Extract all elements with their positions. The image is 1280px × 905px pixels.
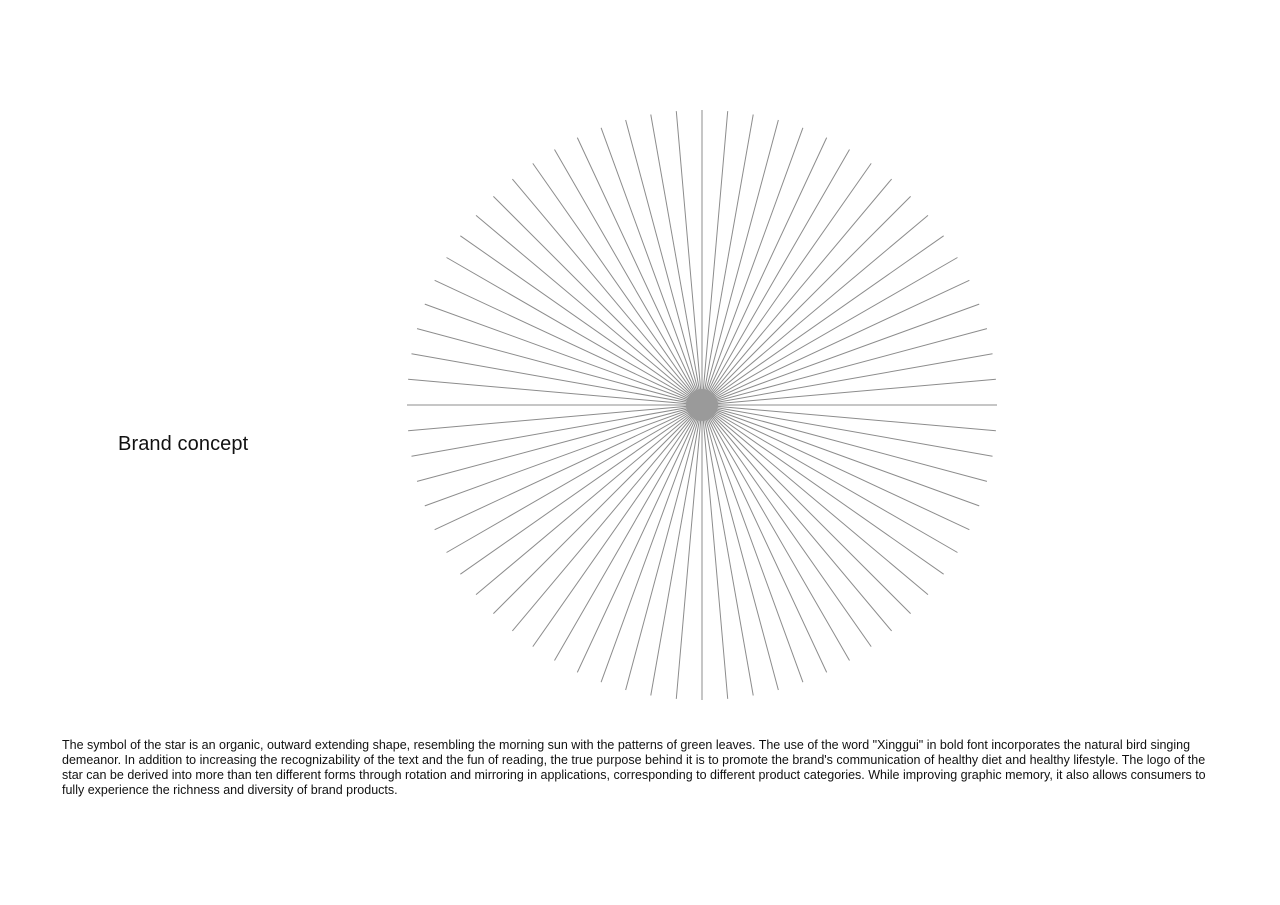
starburst-ray xyxy=(702,405,803,682)
starburst-ray xyxy=(417,405,702,481)
starburst-ray xyxy=(702,405,996,431)
section-heading: Brand concept xyxy=(118,433,249,455)
starburst-ray xyxy=(435,280,702,405)
starburst-ray xyxy=(702,405,827,672)
starburst-ray xyxy=(626,120,702,405)
starburst-ray xyxy=(702,128,803,405)
starburst-ray xyxy=(626,405,702,690)
starburst-ray xyxy=(408,405,702,431)
starburst-ray xyxy=(702,111,728,405)
starburst-ray xyxy=(702,405,979,506)
starburst-ray xyxy=(417,329,702,405)
starburst-ray xyxy=(702,405,987,481)
starburst-ray xyxy=(435,405,702,530)
starburst-ray xyxy=(702,138,827,405)
starburst-ray xyxy=(702,280,969,405)
starburst-ray xyxy=(702,405,778,690)
starburst-ray xyxy=(702,304,979,405)
starburst-ray xyxy=(702,120,778,405)
starburst-center xyxy=(686,389,718,421)
starburst-ray xyxy=(676,111,702,405)
starburst-ray xyxy=(702,405,969,530)
starburst-ray xyxy=(408,379,702,405)
starburst-ray xyxy=(702,329,987,405)
starburst-graphic xyxy=(402,105,1002,705)
starburst-ray xyxy=(676,405,702,699)
starburst-ray xyxy=(577,405,702,672)
starburst-ray xyxy=(702,379,996,405)
starburst-ray xyxy=(601,128,702,405)
starburst-ray xyxy=(425,405,702,506)
description-paragraph: The symbol of the star is an organic, outward extending shape, resembling the morning sun with the patterns of green leaves. The use of the word "Xinggui" in bold font incorporates the natural bird singing demeanor. In addition to increasing the recognizability of the text and the fun of reading, the true purpose behind it is to promote the brand's communication of healthy diet and healthy lifestyle. The logo of the star can be derived into more than ten different forms through rotation and mirroring in applications, corresponding to different product categories. While improving graphic memory, it also allows consumers to fully experience the richness and diversity of brand products. xyxy=(62,738,1206,797)
starburst-ray xyxy=(577,138,702,405)
starburst-ray xyxy=(702,405,728,699)
starburst-ray xyxy=(601,405,702,682)
starburst-ray xyxy=(425,304,702,405)
